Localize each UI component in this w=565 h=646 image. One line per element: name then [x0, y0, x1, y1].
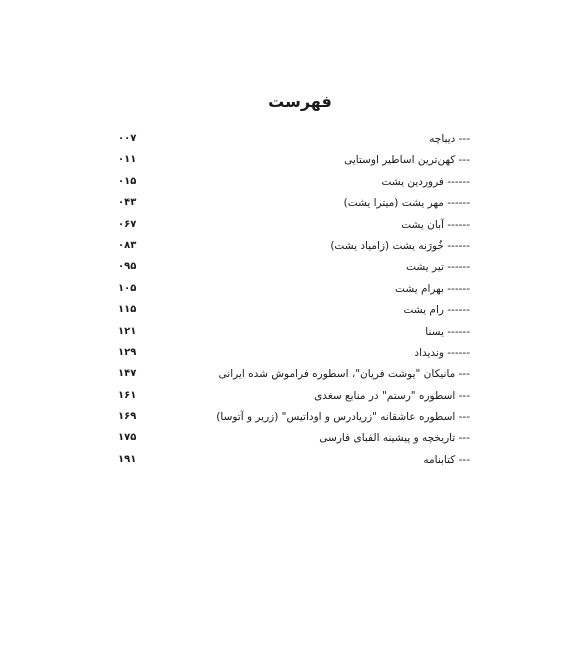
toc-entry-page-number: ۱۰۵ [118, 282, 137, 294]
toc-entry-page-number: ۱۹۱ [118, 453, 137, 465]
toc-entry [118, 235, 470, 256]
toc-entry [118, 342, 470, 363]
toc-entry [118, 149, 470, 170]
toc-entry-title: --- دیباچه [429, 133, 470, 145]
page-title: فهرست [268, 92, 332, 111]
toc-entry-page-number: ۰۹۵ [118, 261, 137, 273]
toc-entry-page-number: ۰۱۱ [118, 154, 137, 166]
toc-entry-page-number: ۱۲۹ [118, 346, 137, 358]
toc-entry-page-number: ۱۲۱ [118, 325, 137, 337]
toc-entry [118, 278, 470, 299]
toc-entry [118, 214, 470, 235]
toc-entry-page-number: ۰۶۷ [118, 218, 137, 230]
toc-entry-title: --- تاریخچه و پیشینه الفبای فارسی [319, 432, 470, 445]
toc-entry-page-number: ۰۰۷ [118, 133, 137, 144]
toc-entry [118, 427, 470, 448]
toc-entry-title: ------ رام یشت [403, 304, 470, 317]
toc-entry [118, 299, 470, 320]
toc-entry-title: --- اسطوره عاشقانه "زریادرس و اوداتیس" (زریر و آتوسا) [216, 411, 470, 424]
toc-entry [118, 449, 470, 470]
toc-entry-title: --- مانیکان "یوشت فریان"، اسطوره فراموش شده ایرانی [218, 368, 470, 381]
toc-entry-title: ------ آبان یشت [401, 218, 470, 231]
toc-entry [118, 192, 470, 213]
toc-entry-title: ------ بهرام یشت [395, 282, 470, 295]
toc-entry-page-number: ۱۶۹ [118, 411, 137, 423]
toc-entry [118, 171, 470, 192]
toc-entry-title: ------ مهر یشت (میترا یشت) [343, 197, 470, 210]
toc-entry [118, 406, 470, 427]
toc-entry [118, 256, 470, 277]
toc-entry-page-number: ۰۱۵ [118, 175, 137, 187]
toc-entry-page-number: ۱۶۱ [118, 389, 137, 401]
toc-entry-title: ------ فروردین یشت [381, 175, 470, 188]
toc-entry-title: ------ یسنا [425, 325, 470, 338]
toc-entry-title: ------ خُورَنه یشت (زامیاد یشت) [330, 239, 470, 252]
toc-entry-title: --- اسطوره "رستم" در منابع سغدی [314, 389, 470, 402]
toc-entry [118, 128, 470, 149]
toc-entry [118, 385, 470, 406]
toc-entry-title: --- کهن‌ترین اساطیر اوستایی [344, 154, 470, 167]
toc-entry-title: ------ وندیداد [414, 346, 470, 359]
toc-entry-page-number: ۱۷۵ [118, 432, 137, 444]
table-of-contents [118, 128, 470, 470]
toc-entry-page-number: ۱۴۷ [118, 368, 137, 380]
toc-entry [118, 363, 470, 384]
toc-entry-page-number: ۰۸۳ [118, 239, 137, 251]
toc-entry-page-number: ۰۴۳ [118, 197, 137, 209]
toc-entry-title: --- کتابنامه [423, 453, 470, 466]
toc-entry [118, 321, 470, 342]
toc-entry-title: ------ تیر یشت [406, 261, 470, 274]
toc-entry-page-number: ۱۱۵ [118, 304, 137, 316]
